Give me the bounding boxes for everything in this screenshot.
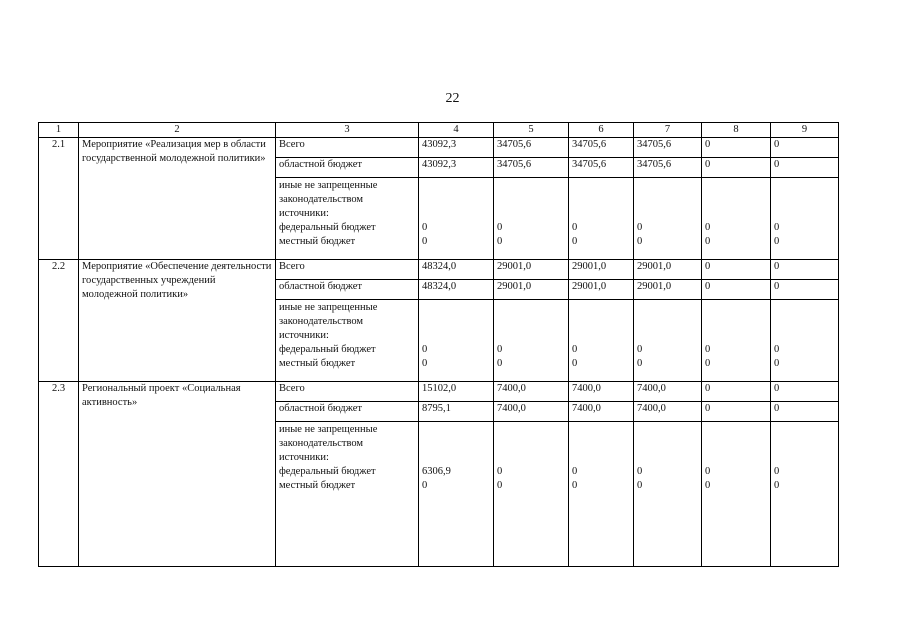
federal-value: 0 xyxy=(637,344,643,355)
value-cell xyxy=(702,300,771,382)
value-cell: 48324,0 xyxy=(419,280,494,300)
value-cell: 0 xyxy=(771,260,839,280)
local-value: 0 xyxy=(572,358,578,369)
federal-value: 0 xyxy=(422,344,428,355)
value-cell xyxy=(419,178,494,260)
local-value: 0 xyxy=(497,236,503,247)
value-cell: 48324,0 xyxy=(419,260,494,280)
value-cell xyxy=(569,300,634,382)
value-cell xyxy=(771,422,839,567)
value-cell xyxy=(771,178,839,260)
local-label: местный бюджет xyxy=(279,358,356,369)
federal-value: 0 xyxy=(637,466,643,477)
item-name: Мероприятие «Реализация мер в области государственной молодежной политики» xyxy=(79,138,276,260)
other-sources-label: иные не запрещенные законодательством источники: xyxy=(279,180,378,219)
column-number: 2 xyxy=(79,123,276,138)
local-value: 0 xyxy=(774,358,780,369)
other-sources-label: иные не запрещенные законодательством источники: xyxy=(279,424,378,463)
federal-value: 0 xyxy=(572,344,578,355)
value-cell: 34705,6 xyxy=(634,138,702,158)
value-cell xyxy=(494,422,569,567)
federal-value: 0 xyxy=(774,466,780,477)
value-cell: 29001,0 xyxy=(569,280,634,300)
page-number: 22 xyxy=(445,91,460,106)
local-value: 0 xyxy=(705,480,711,491)
local-value: 0 xyxy=(637,358,643,369)
value-cell xyxy=(494,178,569,260)
value-cell xyxy=(702,422,771,567)
value-cell: 7400,0 xyxy=(634,402,702,422)
value-cell: 29001,0 xyxy=(634,260,702,280)
value-cell xyxy=(702,178,771,260)
column-number: 7 xyxy=(634,123,702,138)
value-cell xyxy=(419,422,494,567)
local-value: 0 xyxy=(774,236,780,247)
table-row xyxy=(39,382,839,402)
value-cell: 0 xyxy=(702,280,771,300)
table-row xyxy=(39,138,839,158)
column-number-row xyxy=(39,123,839,138)
value-cell xyxy=(419,300,494,382)
federal-value: 0 xyxy=(497,222,503,233)
value-cell: 7400,0 xyxy=(569,402,634,422)
column-number: 9 xyxy=(771,123,839,138)
column-number: 6 xyxy=(569,123,634,138)
local-value: 0 xyxy=(422,480,428,491)
value-cell xyxy=(634,300,702,382)
value-cell xyxy=(494,300,569,382)
federal-value: 0 xyxy=(572,222,578,233)
value-cell: 0 xyxy=(771,382,839,402)
item-number: 2.2 xyxy=(39,260,79,382)
federal-value: 0 xyxy=(774,222,780,233)
value-cell: 8795,1 xyxy=(419,402,494,422)
column-number: 1 xyxy=(39,123,79,138)
source-label: Всего xyxy=(276,382,419,402)
value-cell: 34705,6 xyxy=(569,138,634,158)
value-cell: 0 xyxy=(702,158,771,178)
value-cell: 7400,0 xyxy=(569,382,634,402)
value-cell: 43092,3 xyxy=(419,138,494,158)
source-label: Всего xyxy=(276,260,419,280)
federal-label: федеральный бюджет xyxy=(279,344,376,355)
value-cell: 15102,0 xyxy=(419,382,494,402)
other-sources-label: иные не запрещенные законодательством источники: xyxy=(279,302,378,341)
local-value: 0 xyxy=(705,236,711,247)
value-cell: 0 xyxy=(771,280,839,300)
value-cell: 34705,6 xyxy=(494,138,569,158)
local-value: 0 xyxy=(497,358,503,369)
federal-value: 0 xyxy=(422,222,428,233)
value-cell: 0 xyxy=(702,260,771,280)
local-value: 0 xyxy=(572,236,578,247)
local-value: 0 xyxy=(637,480,643,491)
value-cell xyxy=(569,178,634,260)
local-value: 0 xyxy=(497,480,503,491)
item-name: Региональный проект «Социальная активность» xyxy=(79,382,276,567)
table-row xyxy=(39,260,839,280)
value-cell: 7400,0 xyxy=(494,402,569,422)
value-cell xyxy=(771,300,839,382)
value-cell: 0 xyxy=(702,402,771,422)
local-value: 0 xyxy=(422,236,428,247)
source-label: областной бюджет xyxy=(276,402,419,422)
local-label: местный бюджет xyxy=(279,236,356,247)
value-cell xyxy=(634,178,702,260)
local-value: 0 xyxy=(422,358,428,369)
value-cell: 0 xyxy=(771,138,839,158)
value-cell: 43092,3 xyxy=(419,158,494,178)
federal-value: 0 xyxy=(497,466,503,477)
value-cell: 29001,0 xyxy=(634,280,702,300)
value-cell: 7400,0 xyxy=(494,382,569,402)
source-label: Всего xyxy=(276,138,419,158)
value-cell: 0 xyxy=(702,382,771,402)
local-value: 0 xyxy=(705,358,711,369)
value-cell: 34705,6 xyxy=(494,158,569,178)
item-number: 2.3 xyxy=(39,382,79,567)
local-value: 0 xyxy=(774,480,780,491)
item-name: Мероприятие «Обеспечение деятельности государственных учреждений молодежной политики» xyxy=(79,260,276,382)
value-cell: 7400,0 xyxy=(634,382,702,402)
value-cell: 29001,0 xyxy=(569,260,634,280)
source-label xyxy=(276,422,419,567)
column-number: 3 xyxy=(276,123,419,138)
federal-value: 0 xyxy=(705,344,711,355)
federal-value: 0 xyxy=(572,466,578,477)
value-cell: 29001,0 xyxy=(494,260,569,280)
value-cell xyxy=(634,422,702,567)
source-label xyxy=(276,178,419,260)
item-number: 2.1 xyxy=(39,138,79,260)
value-cell: 34705,6 xyxy=(634,158,702,178)
value-cell: 34705,6 xyxy=(569,158,634,178)
federal-label: федеральный бюджет xyxy=(279,222,376,233)
federal-value: 0 xyxy=(774,344,780,355)
local-value: 0 xyxy=(637,236,643,247)
federal-value: 0 xyxy=(705,466,711,477)
source-label xyxy=(276,300,419,382)
value-cell xyxy=(569,422,634,567)
source-label: областной бюджет xyxy=(276,280,419,300)
value-cell: 0 xyxy=(771,402,839,422)
federal-value: 0 xyxy=(497,344,503,355)
federal-value: 0 xyxy=(637,222,643,233)
federal-value: 6306,9 xyxy=(422,466,451,477)
value-cell: 0 xyxy=(702,138,771,158)
column-number: 4 xyxy=(419,123,494,138)
value-cell: 29001,0 xyxy=(494,280,569,300)
federal-value: 0 xyxy=(705,222,711,233)
budget-table xyxy=(38,122,839,567)
column-number: 8 xyxy=(702,123,771,138)
federal-label: федеральный бюджет xyxy=(279,466,376,477)
local-value: 0 xyxy=(572,480,578,491)
source-label: областной бюджет xyxy=(276,158,419,178)
value-cell: 0 xyxy=(771,158,839,178)
column-number: 5 xyxy=(494,123,569,138)
local-label: местный бюджет xyxy=(279,480,356,491)
